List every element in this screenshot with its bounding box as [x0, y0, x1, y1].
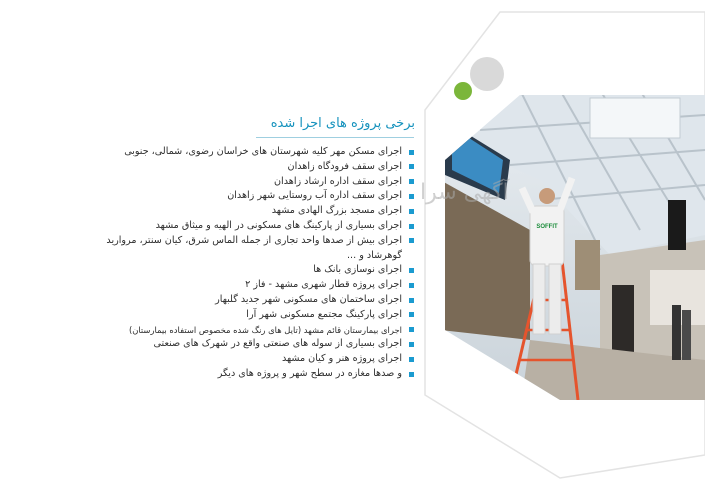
list-item: اجرای ساختمان های مسکونی شهر جدید گلبهار — [85, 293, 415, 308]
list-item: اجرای نوسازی بانک ها — [85, 263, 415, 278]
list-item: اجرای بسیاری از سوله های صنعتی واقع در شهرک های صنعتی — [85, 337, 415, 352]
list-item: اجرای سقف فرودگاه زاهدان — [85, 160, 415, 175]
gray-circle-decoration — [470, 57, 504, 91]
list-item: اجرای سقف اداره ارشاد زاهدان — [85, 175, 415, 190]
list-item: اجرای بیش از صدها واحد تجاری از جمله الماس شرق، کیان سنتر، مروارید گوهرشاد و ... — [85, 234, 415, 264]
section-title: برخی پروژه های اجرا شده — [270, 116, 415, 131]
green-circle-decoration — [454, 82, 472, 100]
list-item: اجرای پروژه قطار شهری مشهد - فاز ۲ — [85, 278, 415, 293]
list-item: اجرای بسیاری از پارکینگ های مسکونی در الهیه و میثاق مشهد — [85, 219, 415, 234]
list-item: اجرای پارکینگ مجتمع مسکونی شهر آرا — [85, 308, 415, 323]
list-item: و صدها مغازه در سطح شهر و پروژه های دیگر — [85, 367, 415, 382]
projects-list — [85, 145, 415, 382]
watermark: آگهی سرا — [420, 180, 509, 205]
list-item: اجرای سقف اداره آب روستایی شهر زاهدان — [85, 189, 415, 204]
title-divider — [256, 137, 414, 138]
list-item: اجرای پروژه هنر و کیان مشهد — [85, 352, 415, 367]
list-item: اجرای بیمارستان قائم مشهد (تایل های رنگ شده مخصوص استفاده بیمارستان) — [85, 323, 415, 338]
ceiling-installation-photo — [440, 90, 705, 410]
list-item: اجرای مسکن مهر کلیه شهرستان های خراسان رضوی، شمالی، جنوبی — [85, 145, 415, 160]
list-item: اجرای مسجد بزرگ الهادی مشهد — [85, 204, 415, 219]
worker-badge: SOFFIT — [536, 224, 558, 230]
